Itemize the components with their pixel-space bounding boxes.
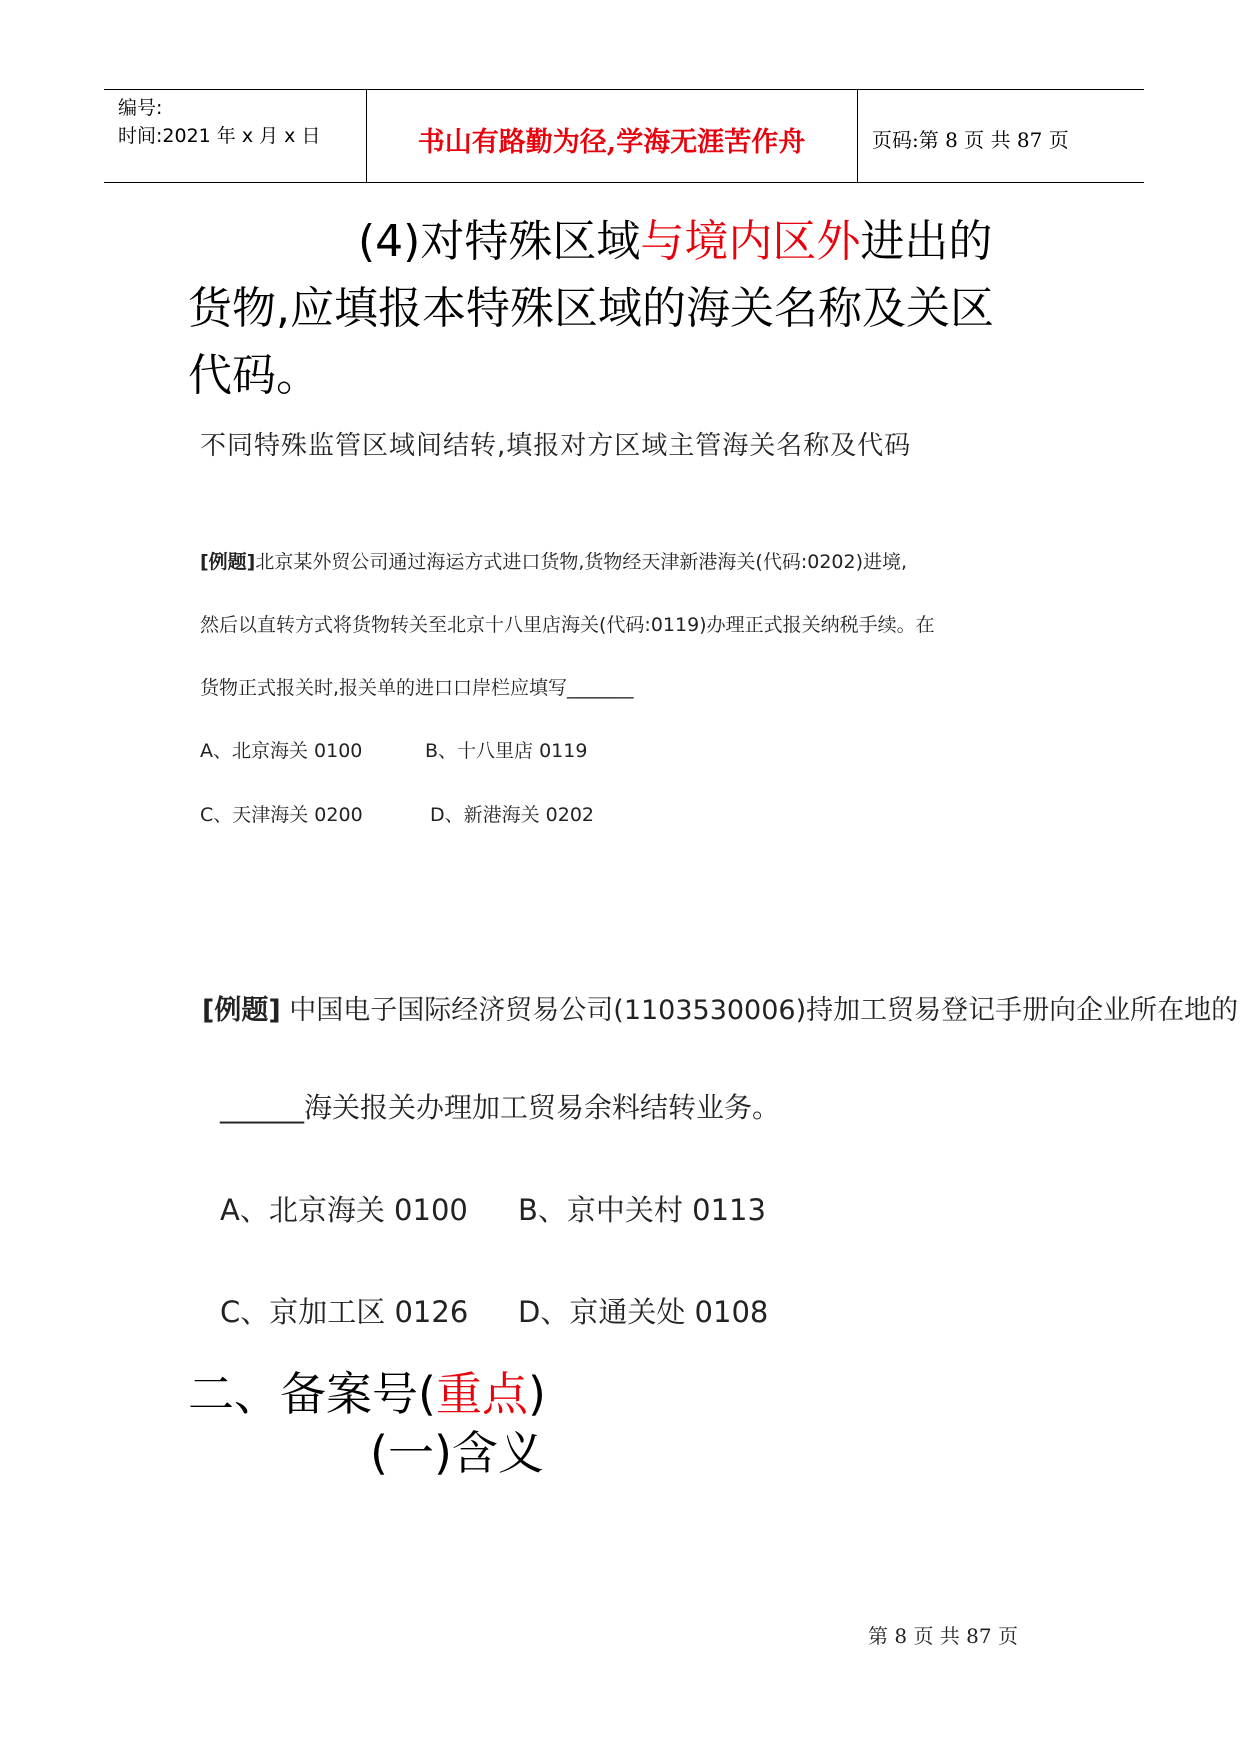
example1-option-c: C、天津海关 0200 (200, 804, 363, 826)
subheading: 不同特殊监管区域间结转,填报对方区域主管海关名称及代码 (200, 431, 912, 461)
example2-option-c: C、京加工区 0126 (220, 1295, 469, 1329)
heading-highlight: 与境内区外 (640, 216, 861, 267)
section-title: 二、备案号(重点) (188, 1367, 546, 1421)
page-header (104, 89, 1144, 183)
section-highlight: 重点 (435, 1367, 528, 1421)
example2-option-b: B、京中关村 0113 (518, 1193, 766, 1227)
section-subtitle: (一)含义 (370, 1426, 544, 1480)
example1-option-a: A、北京海关 0100 (200, 740, 363, 762)
example1-line-3: 货物正式报关时,报关单的进口口岸栏应填写_______ (200, 677, 634, 699)
heading-line-2: 货物,应填报本特殊区域的海关名称及关区 (188, 283, 994, 334)
time-label: 时间:2021 年 x 月 x 日 (118, 125, 321, 147)
example2-option-a: A、北京海关 0100 (220, 1193, 468, 1227)
example1-line-1: [例题]北京某外贸公司通过海运方式进口货物,货物经天津新港海关(代码:0202)进境, (200, 551, 908, 573)
example-tag: [例题] (202, 995, 281, 1026)
footer-page-number: 第 8 页 共 87 页 (868, 1624, 1018, 1648)
heading-line-1: (4)对特殊区域与境内区外进出的 (358, 216, 993, 267)
heading-line-3: 代码。 (188, 350, 320, 401)
example2-option-d: D、京通关处 0108 (518, 1295, 769, 1329)
header-motto: 书山有路勤为径,学海无涯苦作舟 (417, 127, 806, 158)
header-page-label: 页码:第 8 页 共 87 页 (872, 128, 1069, 152)
header-divider (857, 90, 858, 182)
example2-line-1: [例题] 中国电子国际经济贸易公司(1103530006)持加工贸易登记手册向企业所在地的 (202, 995, 1239, 1026)
number-label: 编号: (118, 97, 163, 119)
example-tag: [例题] (200, 551, 256, 573)
example1-option-b: B、十八里店 0119 (425, 740, 588, 762)
header-meta (118, 94, 320, 150)
example1-option-d: D、新港海关 0202 (430, 804, 595, 826)
example2-line-2: ______海关报关办理加工贸易余料结转业务。 (220, 1091, 781, 1124)
example1-line-2: 然后以直转方式将货物转关至北京十八里店海关(代码:0119)办理正式报关纳税手续。在 (200, 614, 935, 636)
